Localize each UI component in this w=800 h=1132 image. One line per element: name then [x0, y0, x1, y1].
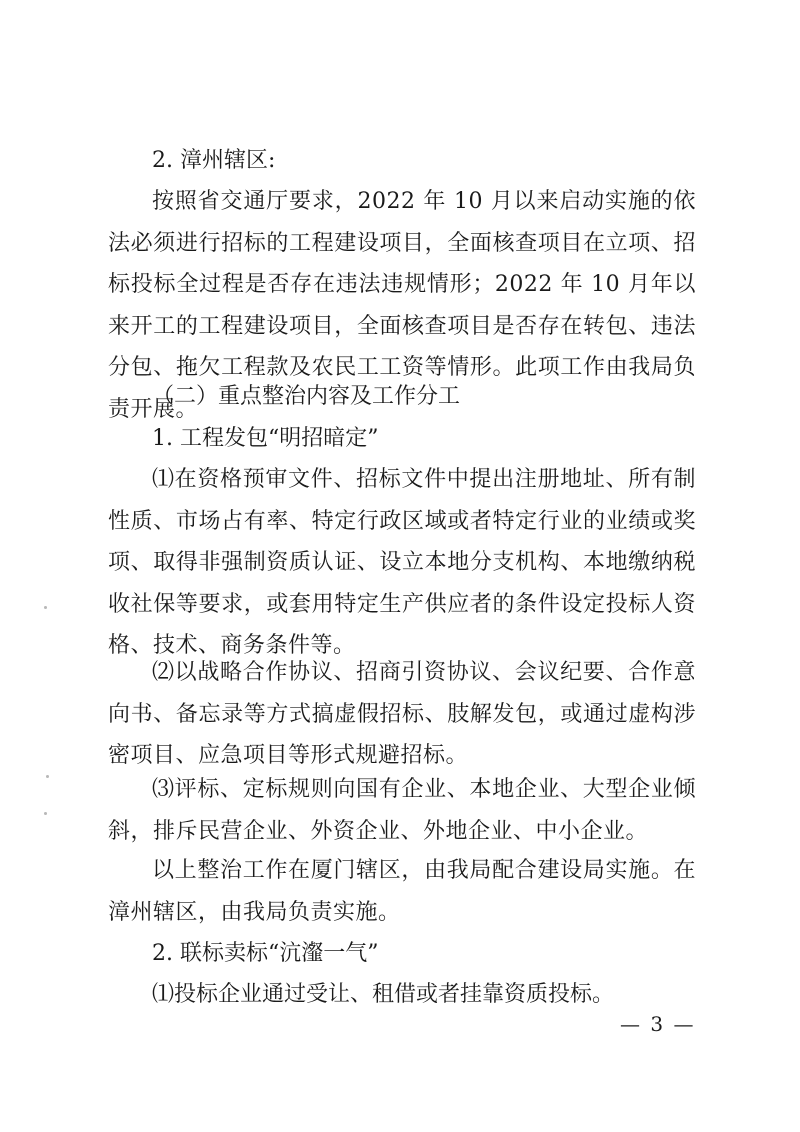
scan-speck: [44, 812, 47, 815]
section-title-zhangzhou: 2. 漳州辖区:: [152, 148, 276, 173]
item1-paragraph-2: ⑵以战略合作协议、招商引资协议、会议纪要、合作意向书、备忘录等方式搞虚假招标、肢解发包，或通过虚构涉密项目、应急项目等形式规避招标。: [108, 660, 696, 768]
item1-summary: 以上整治工作在厦门辖区，由我局配合建设局实施。在漳州辖区，由我局负责实施。: [108, 858, 696, 925]
page-number: — 3 —: [620, 1012, 696, 1036]
item1-paragraph-3: ⑶评标、定标规则向国有企业、本地企业、大型企业倾斜，排斥民营企业、外资企业、外地企业、中小企业。: [108, 777, 696, 844]
item1-paragraph-1: ⑴在资格预审文件、招标文件中提出注册地址、所有制性质、市场占有率、特定行政区域或者特定行业的业绩或奖项、取得非强制资质认证、设立本地分支机构、本地缴纳税收社保等要求，或套用特定生产供应者的条件设定投标人资格、技术、商务条件等。: [108, 467, 696, 658]
scan-speck: [44, 606, 47, 609]
paragraph-zhangzhou-body: 按照省交通厅要求，2022 年 10 月以来启动实施的依法必须进行招标的工程建设项目，全面核查项目在立项、招标投标全过程是否存在违法违规情形；2022 年 10 月年以来开工的工程建设项目，全面核查项目是否存在转包、违法分包、拖欠工程款及农民工工资等情形。此项工作由我局负责开展。: [108, 189, 696, 422]
item2-title: 2. 联标卖标“沆瀣一气”: [152, 941, 379, 966]
scan-speck: [46, 775, 49, 778]
subsection-title: （二）重点整治内容及工作分工: [152, 384, 461, 409]
item1-title: 1. 工程发包“明招暗定”: [152, 426, 379, 451]
item2-paragraph-1: ⑴投标企业通过受让、租借或者挂靠资质投标。: [152, 982, 615, 1007]
